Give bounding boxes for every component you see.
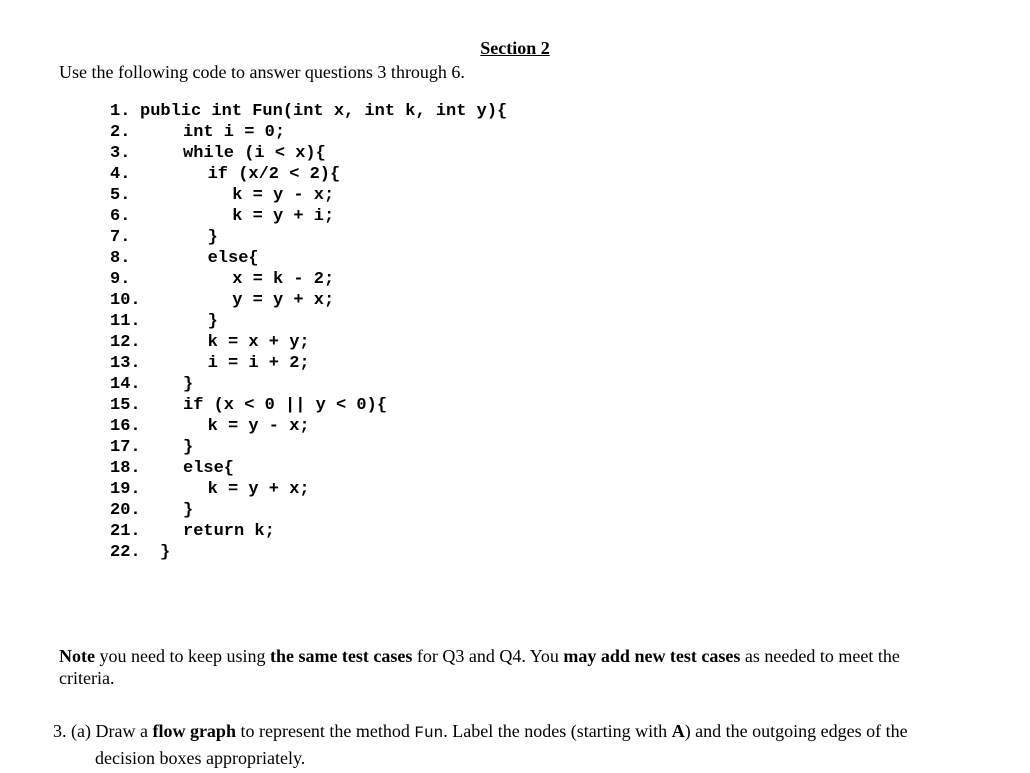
q3-continuation: decision boxes appropriately. — [95, 748, 306, 768]
code-line-text: } — [183, 375, 194, 394]
note-bold1: the same test cases — [269, 646, 413, 666]
code-line — [110, 542, 507, 563]
code-line-text: } — [207, 312, 218, 331]
code-line — [110, 437, 507, 458]
code-line — [110, 164, 507, 185]
section-title — [0, 38, 1030, 59]
code-line — [110, 269, 507, 290]
code-line — [110, 248, 507, 269]
code-line-text: int i = 0; — [183, 123, 286, 142]
code-line — [110, 206, 507, 227]
q3-bold2: A — [671, 721, 685, 741]
code-line-number: 20. — [110, 501, 141, 520]
code-line-number: 15. — [110, 396, 141, 415]
code-line-number: 1. — [110, 102, 131, 121]
code-line — [110, 521, 507, 542]
code-line — [110, 353, 507, 374]
code-line — [110, 416, 507, 437]
code-line-text: k = x + y; — [207, 333, 310, 352]
code-line-number: 2. — [110, 123, 131, 142]
note-part1: you need to keep using — [94, 646, 270, 666]
code-line-text: } — [183, 438, 194, 457]
code-line-text: i = i + 2; — [207, 354, 310, 373]
code-line-text: } — [207, 228, 218, 247]
note-paragraph — [59, 645, 959, 689]
q3-part3: ) and the outgoing edges of the — [684, 721, 908, 741]
code-line-text: else{ — [207, 249, 259, 268]
code-line-number: 14. — [110, 375, 141, 394]
code-line-text: public int Fun(int x, int k, int y){ — [140, 102, 508, 121]
code-line-text: k = y + x; — [207, 480, 310, 499]
code-line-number: 12. — [110, 333, 141, 352]
code-block — [110, 101, 507, 563]
code-line — [110, 122, 507, 143]
code-line — [110, 479, 507, 500]
code-line — [110, 290, 507, 311]
q3-part1: to represent the method — [235, 721, 415, 741]
code-line-number: 7. — [110, 228, 131, 247]
code-line-number: 11. — [110, 312, 141, 331]
code-line-number: 3. — [110, 144, 131, 163]
q3-part2: . Label the nodes (starting with — [443, 721, 672, 741]
code-line — [110, 395, 507, 416]
code-line-number: 16. — [110, 417, 141, 436]
q3-prefix: 3. (a) Draw a — [53, 721, 153, 741]
code-line — [110, 332, 507, 353]
code-line-text: k = y + i; — [232, 207, 335, 226]
note-part2: for Q3 and Q4. You — [412, 646, 564, 666]
code-line-number: 6. — [110, 207, 131, 226]
code-line-number: 4. — [110, 165, 131, 184]
code-line — [110, 227, 507, 248]
code-line — [110, 101, 507, 122]
q3-code: Fun — [414, 724, 444, 742]
code-line-text: k = y - x; — [232, 186, 335, 205]
note-part3: as needed to meet the criteria. — [59, 646, 900, 688]
code-line-text: if (x < 0 || y < 0){ — [183, 396, 388, 415]
code-line-number: 22. — [110, 543, 141, 562]
code-line-number: 8. — [110, 249, 131, 268]
code-line — [110, 458, 507, 479]
code-line-text: else{ — [183, 459, 235, 478]
intro-text: Use the following code to answer questions 3 through 6. — [59, 62, 465, 82]
code-line-number: 9. — [110, 270, 131, 289]
code-line-number: 18. — [110, 459, 141, 478]
code-line-text: while (i < x){ — [183, 144, 326, 163]
code-line-number: 5. — [110, 186, 131, 205]
code-line-text: y = y + x; — [232, 291, 335, 310]
q3-bold1: flow graph — [152, 721, 236, 741]
code-line-text: k = y - x; — [207, 417, 310, 436]
note-lead: Note — [59, 646, 95, 666]
code-line — [110, 311, 507, 332]
code-line-number: 10. — [110, 291, 141, 310]
code-line — [110, 374, 507, 395]
question-3 — [53, 719, 973, 771]
code-line — [110, 143, 507, 164]
code-line-number: 13. — [110, 354, 141, 373]
section-title-text: Section 2 — [480, 38, 550, 58]
code-line-text: } — [160, 543, 171, 562]
code-line — [110, 185, 507, 206]
note-bold2: may add new test cases — [563, 646, 741, 666]
code-line-number: 17. — [110, 438, 141, 457]
code-line — [110, 500, 507, 521]
code-line-number: 19. — [110, 480, 141, 499]
code-line-text: x = k - 2; — [232, 270, 335, 289]
code-line-text: return k; — [183, 522, 275, 541]
code-line-text: if (x/2 < 2){ — [207, 165, 341, 184]
code-line-number: 21. — [110, 522, 141, 541]
code-line-text: } — [183, 501, 194, 520]
